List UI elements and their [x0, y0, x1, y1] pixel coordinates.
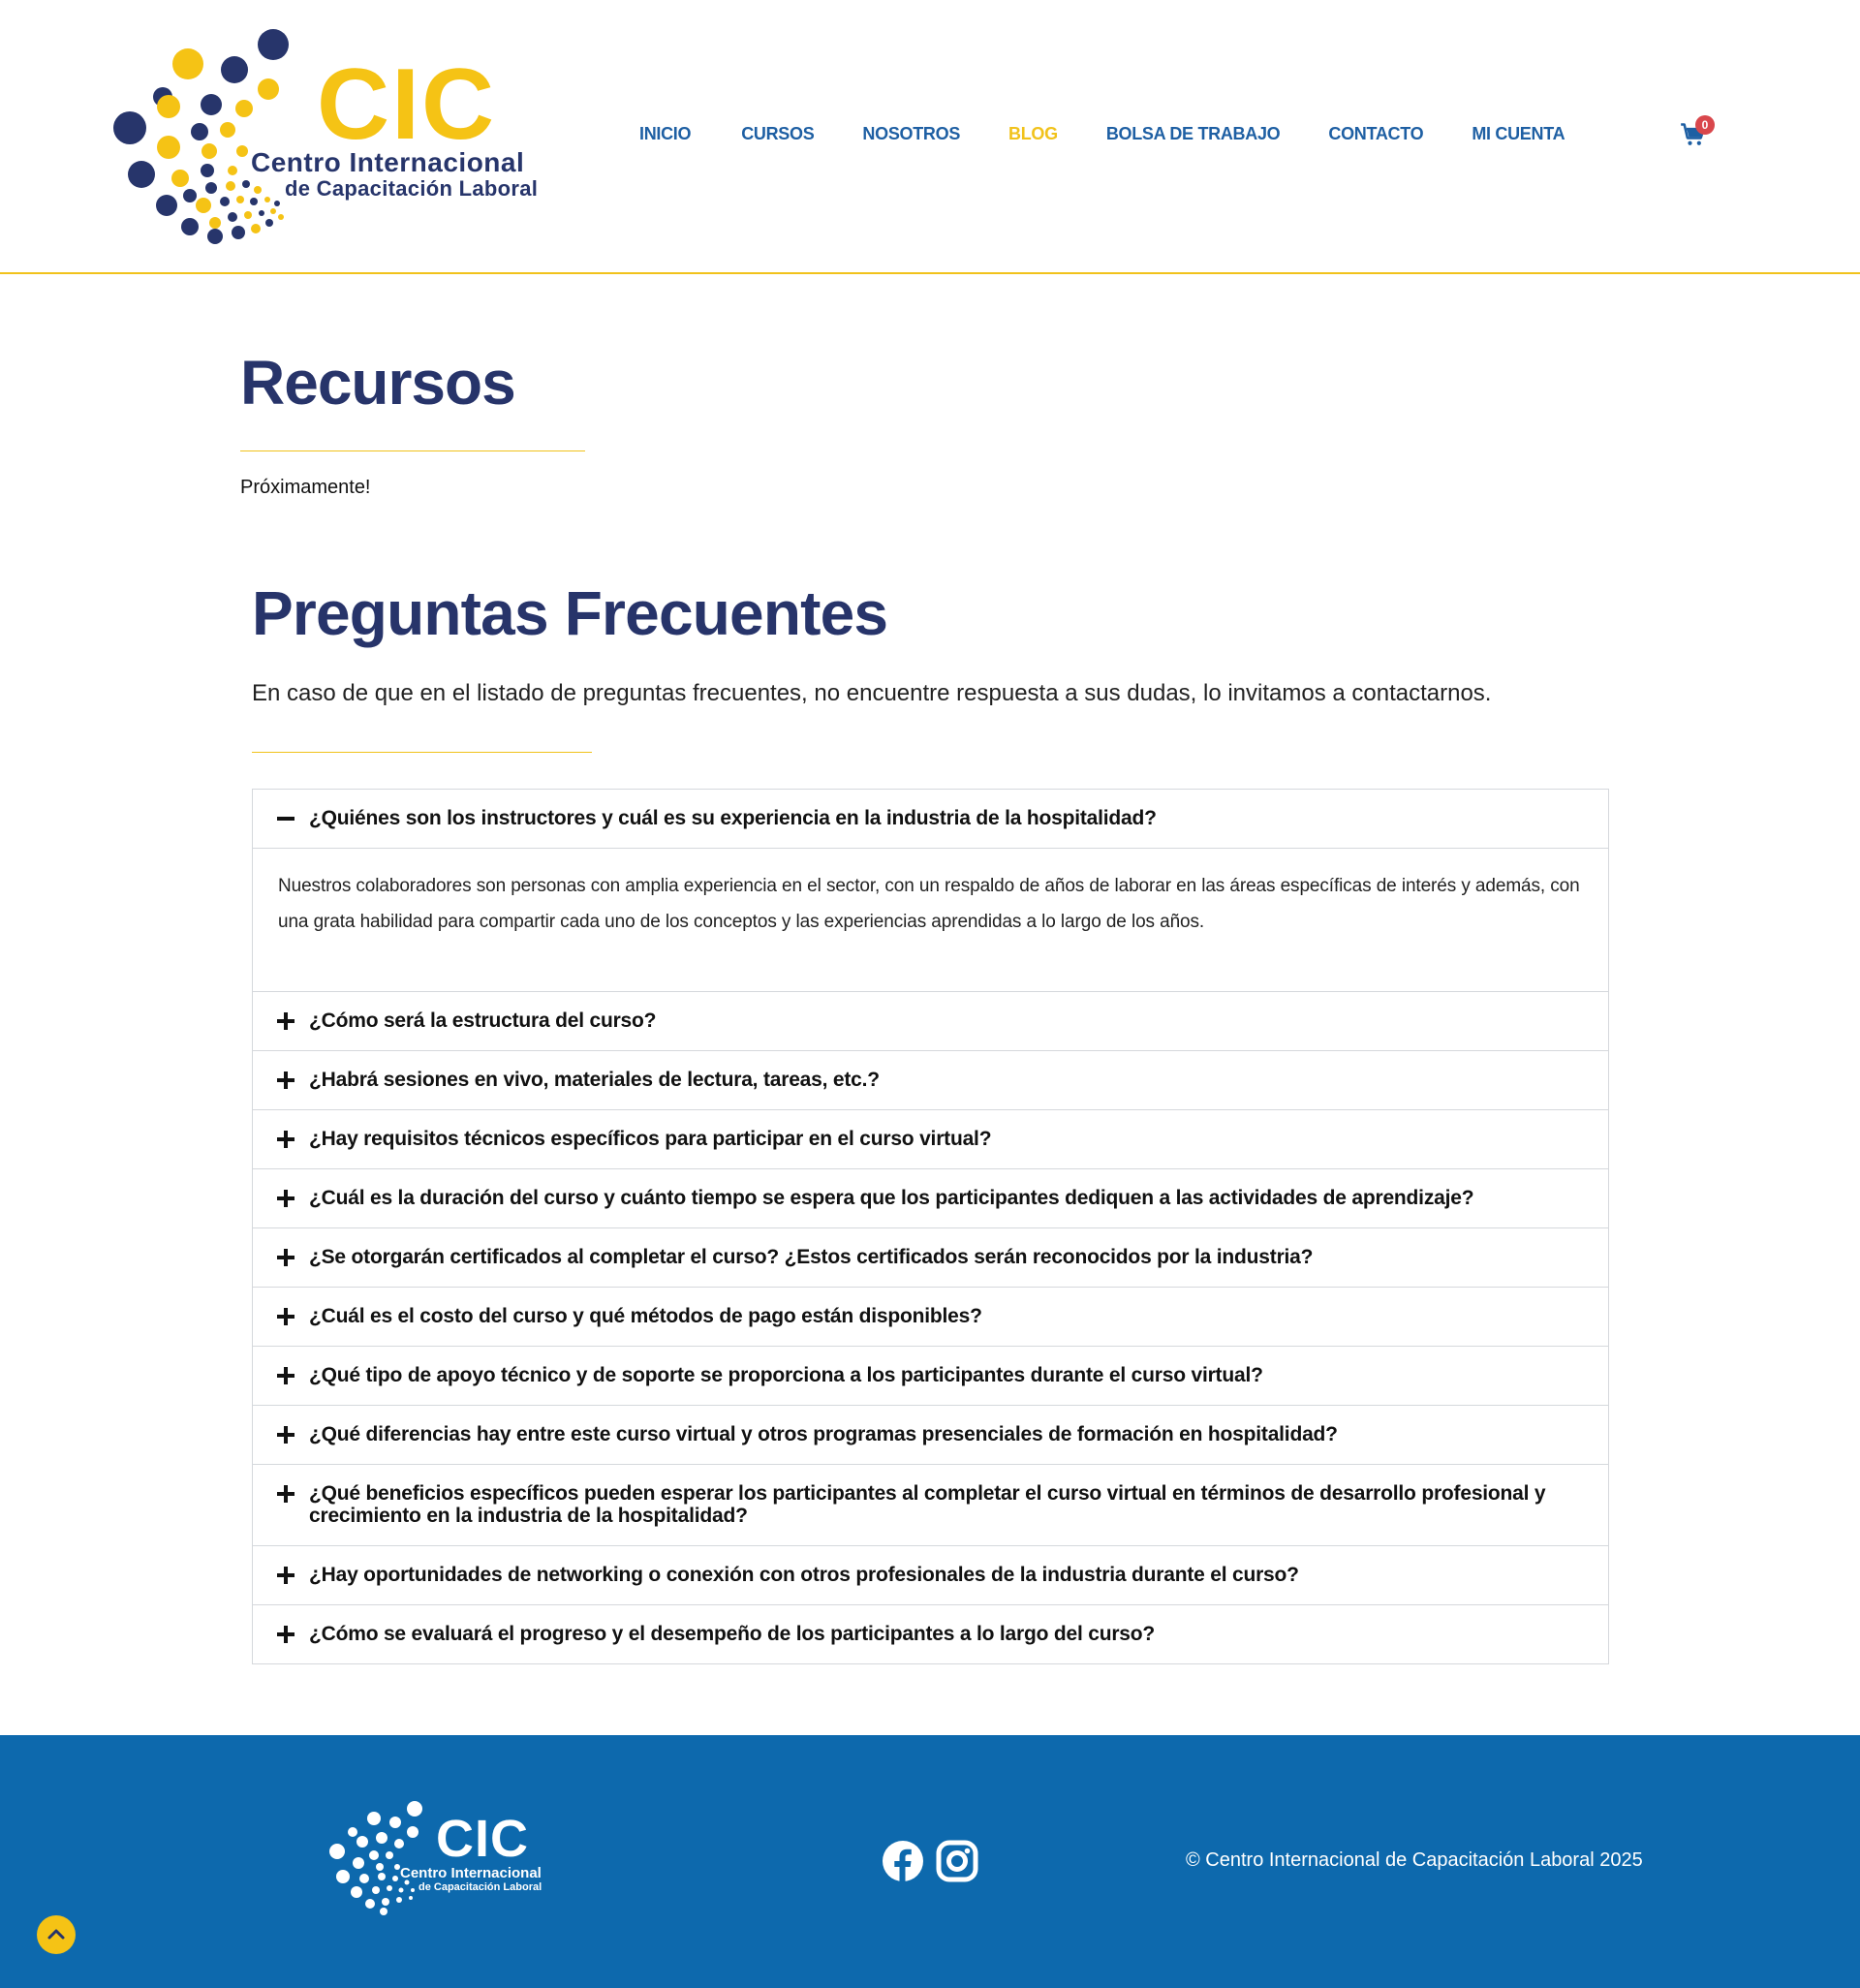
faq-question: ¿Cómo será la estructura del curso?	[309, 1010, 657, 1032]
footer-logo-brand: CIC	[436, 1810, 529, 1868]
faq-question-toggle[interactable]	[253, 1465, 1608, 1545]
scroll-to-top-button[interactable]	[37, 1915, 76, 1954]
footer-logo-line1: Centro Internacional	[400, 1865, 542, 1881]
faq-question: ¿Qué diferencias hay entre este curso virtual y otros programas presenciales de formación en hospitalidad?	[309, 1423, 1338, 1445]
footer-logo[interactable]	[327, 1799, 570, 1915]
footer-logo-line2: de Capacitación Laboral	[418, 1881, 542, 1893]
plus-icon	[276, 1189, 295, 1208]
faq-item	[253, 1346, 1608, 1405]
nav-cursos[interactable]: CURSOS	[741, 124, 815, 143]
nav-contacto[interactable]: CONTACTO	[1328, 124, 1424, 143]
plus-icon	[276, 1425, 295, 1444]
recursos-title: Recursos	[240, 348, 515, 418]
cart-count-badge: 0	[1695, 115, 1715, 135]
faq-question: ¿Cómo se evaluará el progreso y el desempeño de los participantes a lo largo del curso?	[309, 1623, 1156, 1645]
recursos-text: Próximamente!	[240, 477, 371, 498]
faq-question: ¿Hay requisitos técnicos específicos para participar en el curso virtual?	[309, 1128, 992, 1150]
logo-line2: de Capacitación Laboral	[285, 176, 539, 201]
faq-item	[253, 1545, 1608, 1604]
nav-mi-cuenta[interactable]: MI CUENTA	[1472, 124, 1566, 143]
faq-question: ¿Cuál es el costo del curso y qué métodos de pago están disponibles?	[309, 1305, 982, 1327]
logo-dots-icon	[108, 25, 293, 248]
faq-question: ¿Habrá sesiones en vivo, materiales de lectura, tareas, etc.?	[309, 1069, 880, 1091]
logo-brand: CIC	[317, 48, 497, 161]
faq-accordion	[252, 789, 1609, 1664]
plus-icon	[276, 1307, 295, 1326]
faq-item	[253, 1287, 1608, 1346]
nav-bolsa-de-trabajo[interactable]: BOLSA DE TRABAJO	[1105, 124, 1281, 143]
instagram-icon	[936, 1840, 978, 1882]
faq-item	[253, 1227, 1608, 1287]
divider	[240, 450, 585, 451]
plus-icon	[276, 1071, 295, 1090]
faq-question-toggle[interactable]	[253, 1605, 1608, 1663]
faq-question-toggle[interactable]	[253, 1169, 1608, 1227]
faq-question-toggle[interactable]	[253, 790, 1608, 848]
faq-item	[253, 1168, 1608, 1227]
instagram-link[interactable]	[936, 1840, 978, 1882]
faq-question: ¿Hay oportunidades de networking o conexión con otros profesionales de la industria durante el curso?	[309, 1564, 1299, 1586]
plus-icon	[276, 1248, 295, 1267]
site-logo[interactable]	[108, 25, 574, 248]
faq-answer: Nuestros colaboradores son personas con amplia experiencia en el sector, con un respaldo de años de laborar en las áreas específicas de interés y además, con una grata habilidad para compartir cada uno de los conceptos y las experiencias aprendidas a lo largo de los años.	[253, 848, 1608, 991]
faq-question: ¿Qué beneficios específicos pueden esperar los participantes al completar el curso virtual en términos de desarrollo profesional y crecimiento en la industria de la hospitalidad?	[309, 1482, 1546, 1527]
nav-inicio[interactable]: INICIO	[639, 124, 692, 143]
footer-logo-dots-icon	[327, 1799, 434, 1915]
facebook-icon	[882, 1840, 924, 1882]
faq-question: ¿Quiénes son los instructores y cuál es su experiencia en la industria de la hospitalidad?	[309, 807, 1157, 829]
faq-question-toggle[interactable]	[253, 1110, 1608, 1168]
plus-icon	[276, 1566, 295, 1585]
faq-question: ¿Se otorgarán certificados al completar el curso? ¿Estos certificados serán reconocidos por la industria?	[309, 1246, 1314, 1268]
faq-item	[253, 790, 1608, 991]
faq-item	[253, 991, 1608, 1050]
plus-icon	[276, 1484, 295, 1504]
faq-subtitle: En caso de que en el listado de preguntas frecuentes, no encuentre respuesta a sus dudas, lo invitamos a contactarnos.	[252, 680, 1492, 706]
copyright-text: © Centro Internacional de Capacitación Laboral 2025	[1186, 1849, 1643, 1871]
site-header	[0, 0, 1860, 274]
faq-item	[253, 1464, 1608, 1545]
main-nav	[639, 124, 1565, 144]
chevron-up-icon	[37, 1915, 76, 1954]
logo-line1: Centro Internacional	[251, 147, 525, 177]
faq-question-toggle[interactable]	[253, 1347, 1608, 1405]
plus-icon	[276, 1011, 295, 1031]
faq-question-toggle[interactable]	[253, 1546, 1608, 1604]
faq-question-toggle[interactable]	[253, 1228, 1608, 1287]
faq-question: ¿Cuál es la duración del curso y cuánto tiempo se espera que los participantes dediquen a las actividades de aprendizaje?	[309, 1187, 1474, 1209]
nav-nosotros[interactable]: NOSOTROS	[862, 124, 961, 143]
faq-question-toggle[interactable]	[253, 992, 1608, 1050]
nav-blog[interactable]: BLOG	[1008, 124, 1058, 143]
facebook-link[interactable]	[882, 1840, 924, 1882]
divider	[252, 752, 592, 753]
faq-question-toggle[interactable]	[253, 1051, 1608, 1109]
plus-icon	[276, 1130, 295, 1149]
faq-question-toggle[interactable]	[253, 1406, 1608, 1464]
plus-icon	[276, 1366, 295, 1385]
plus-icon	[276, 1625, 295, 1644]
minus-icon	[276, 809, 295, 828]
faq-question: ¿Qué tipo de apoyo técnico y de soporte se proporciona a los participantes durante el curso virtual?	[309, 1364, 1263, 1386]
faq-item	[253, 1604, 1608, 1663]
faq-item	[253, 1405, 1608, 1464]
faq-question-toggle[interactable]	[253, 1288, 1608, 1346]
faq-item	[253, 1109, 1608, 1168]
faq-item	[253, 1050, 1608, 1109]
faq-title: Preguntas Frecuentes	[252, 578, 888, 648]
